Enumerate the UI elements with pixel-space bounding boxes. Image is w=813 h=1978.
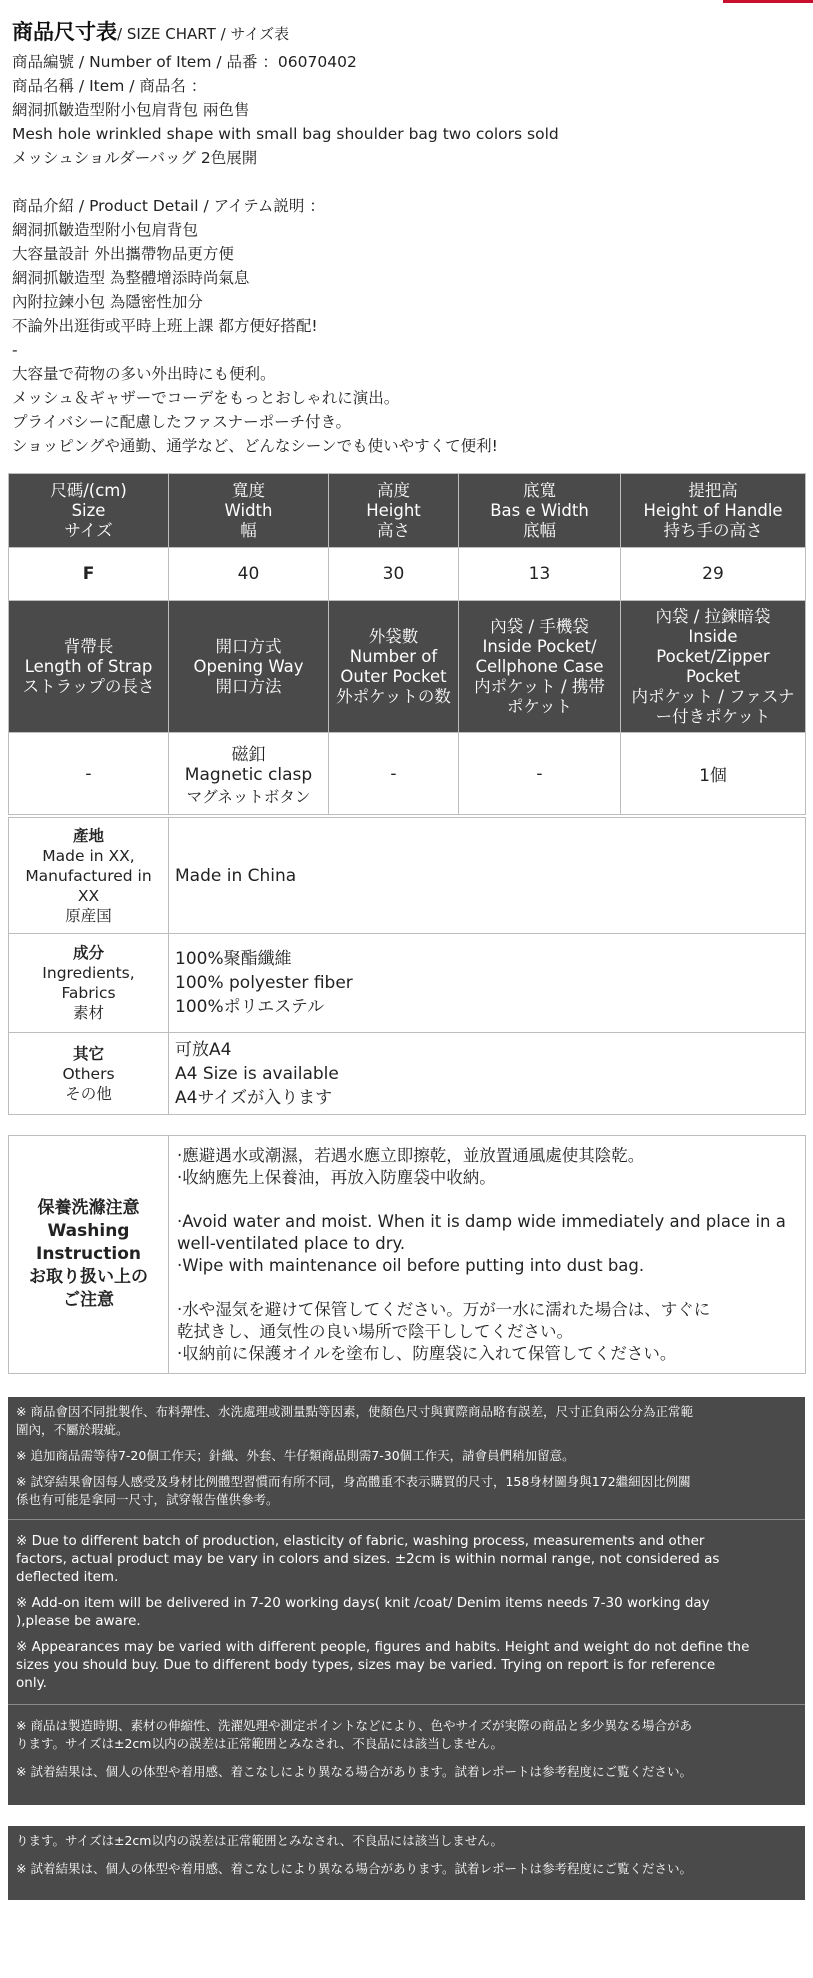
- title-main: 商品尺寸表: [12, 20, 117, 44]
- origin-row: [9, 818, 806, 934]
- header-handle-height: 提把高 Height of Handle 持ち手の高さ: [621, 474, 806, 548]
- feature-values-row: [9, 733, 806, 815]
- size-values-row: [9, 548, 806, 601]
- properties-table: [8, 817, 806, 1115]
- title-rest: / SIZE CHART / サイズ表: [117, 25, 290, 43]
- value-handle-height: 29: [621, 548, 806, 601]
- value-strap-length: -: [9, 733, 169, 815]
- value-base-width: 13: [459, 548, 621, 601]
- notice-repeat-block: ります。サイズは±2cm以内の誤差は正常範囲とみなされ、不良品には該当しません。 ※ 試着結果は、個人の体型や着用感、着こなしにより異なる場合があります。試着レポートは参考程度にご覧ください。: [8, 1826, 805, 1900]
- ingredients-value: 100%聚酯纖維 100% polyester fiber 100%ポリエステル: [169, 934, 806, 1033]
- header-outer-pocket: 外袋數 Number of Outer Pocket 外ポケットの数: [329, 601, 459, 733]
- header-inside-pocket: 內袋 / 手機袋 Inside Pocket/ Cellphone Case 内ポケット / 携帯 ポケット: [459, 601, 621, 733]
- header-base-width: 底寬 Bas e Width 底幅: [459, 474, 621, 548]
- detail-line: ショッピングや通勤、通学など、どんなシーンでも使いやすくて便利!: [12, 437, 498, 455]
- detail-line: -: [12, 341, 18, 359]
- header-strap-length: 背帶長 Length of Strap ストラップの長さ: [9, 601, 169, 733]
- value-width: 40: [169, 548, 329, 601]
- value-zipper-pocket: 1個: [621, 733, 806, 815]
- value-height: 30: [329, 548, 459, 601]
- notice-ja: ※ 商品は製造時期、素材の伸縮性、洗濯処理や測定ポイントなどにより、色やサイズが実際の商品と多少異なる場合があ ります。サイズは±2cm以内の誤差は正常範囲とみなされ、不良品には該当しません。 ※ 試着結果は、個人の体型や着用感、着こなしにより異なる場合があります。試着レポートは参考程度にご覧ください。: [8, 1704, 805, 1781]
- detail-line: メッシュ＆ギャザーでコーデをもっとおしゃれに演出。: [12, 389, 400, 407]
- item-name-zh: 網洞抓皺造型附小包肩背包 兩色售: [12, 101, 250, 119]
- value-opening-way: 磁釦 Magnetic clasp マグネットボタン: [169, 733, 329, 815]
- size-table: [8, 473, 806, 815]
- item-name-en: Mesh hole wrinkled shape with small bag shoulder bag two colors sold: [12, 125, 559, 143]
- header-size: 尺碼/(cm) Size サイズ: [9, 474, 169, 548]
- header-zipper-pocket: 內袋 / 拉鍊暗袋 Inside Pocket/Zipper Pocket 内ポケット / ファスナ ー付きポケット: [621, 601, 806, 733]
- washing-ja: ·水や湿気を避けて保管してください。万が一水に濡れた場合は、すぐに 乾拭きし、通気性の良い場所で陰干ししてください。 ·収納前に保護オイルを塗布し、防塵袋に入れて保管してください。: [177, 1299, 711, 1363]
- detail-line: 網洞抓皺造型 為整體增添時尚氣息: [12, 269, 250, 287]
- top-accent-line: [723, 0, 813, 3]
- origin-label: 產地 Made in XX, Manufactured in XX 原産国: [9, 818, 169, 934]
- detail-line: 內附拉鍊小包 為隱密性加分: [12, 293, 203, 311]
- size-chart-title: [12, 20, 801, 46]
- header-opening-way: 開口方式 Opening Way 開口方法: [169, 601, 329, 733]
- product-detail-label: 商品介紹 / Product Detail / アイテム説明 ：: [12, 197, 325, 215]
- others-value: 可放A4 A4 Size is available A4サイズが入ります: [169, 1033, 806, 1115]
- detail-line: 不論外出逛街或平時上班上課 都方便好搭配!: [12, 317, 318, 335]
- detail-line: 網洞抓皺造型附小包肩背包: [12, 221, 199, 239]
- header-width: 寬度 Width 幅: [169, 474, 329, 548]
- value-size: F: [9, 548, 169, 601]
- washing-label: 保養洗滌注意 Washing Instruction お取り扱い上の ご注意: [9, 1136, 169, 1374]
- item-name-label: 商品名稱 / Item / 商品名 ：: [12, 77, 207, 95]
- washing-table: [8, 1135, 806, 1374]
- others-row: [9, 1033, 806, 1115]
- origin-value: Made in China: [169, 818, 806, 934]
- value-outer-pocket: -: [329, 733, 459, 815]
- item-number: 商品編號 / Number of Item / 品番 ：06070402: [12, 53, 357, 71]
- size-header-row: [9, 474, 806, 548]
- product-detail-list: [12, 218, 801, 458]
- washing-row: [9, 1136, 806, 1374]
- detail-line: 大容量で荷物の多い外出時にも便利。: [12, 365, 276, 383]
- detail-line: 大容量設計 外出攜帶物品更方便: [12, 245, 234, 263]
- detail-line: プライバシーに配慮したファスナーポーチ付き。: [12, 413, 351, 431]
- item-name-ja: メッシュショルダーバッグ 2色展開: [12, 149, 258, 167]
- notice-zh: ※ 商品會因不同批製作、布料彈性、水洗處理或測量點等因素，使顏色尺寸與實際商品略有誤差，尺寸正負兩公分為正常範 圍內，不屬於瑕疵。 ※ 追加商品需等待7-20個工作天；針織、外套、牛仔類商品則需7-30個工作天，請會員們稍加留意。 ※ 試穿結果會因每人感受及身材比例體型習慣而有所不同，身高體重不表示購買的尺寸，158身材圖身與172繼細因比例關 係也有可能是拿同一尺寸，試穿報告僅供參考。: [16, 1404, 693, 1507]
- feature-header-row: [9, 601, 806, 733]
- header-height: 高度 Height 高さ: [329, 474, 459, 548]
- washing-zh: ·應避遇水或潮濕，若遇水應立即擦乾，並放置通風處使其陰乾。 ·收納應先上保養油，再放入防塵袋中收納。: [177, 1145, 645, 1187]
- others-label: 其它 Others その他: [9, 1033, 169, 1115]
- notice-en: ※ Due to different batch of production, elasticity of fabric, washing process, measurements and other factors, actual product may be vary in colors and sizes. ±2cm is within normal range, not considered as deflected item. ※ Add-on item will be delivered in 7-20 working days( knit /coat/ Denim items needs 7-30 working day ),please be aware. ※ Appearances may be varied with different people, figures and habits. Height and weight do not define the sizes you should buy. Due to different body types, sizes may be varied. Trying on report is for reference only.: [8, 1519, 805, 1692]
- washing-instructions: [169, 1136, 806, 1374]
- ingredients-label: 成分 Ingredients, Fabrics 素材: [9, 934, 169, 1033]
- product-header: [0, 0, 813, 458]
- value-inside-pocket: -: [459, 733, 621, 815]
- ingredients-row: [9, 934, 806, 1033]
- notice-block: [8, 1397, 805, 1805]
- washing-en: ·Avoid water and moist. When it is damp wide immediately and place in a well-ventilated place to dry. ·Wipe with maintenance oil before putting into dust bag.: [177, 1211, 786, 1275]
